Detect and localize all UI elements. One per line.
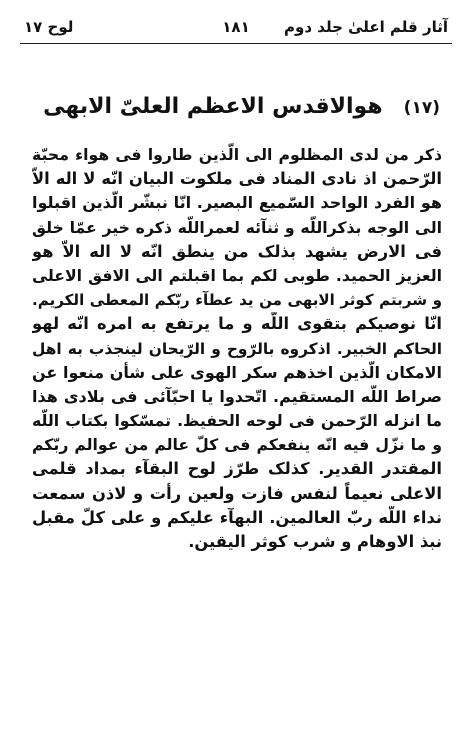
text-line: ما انزله الرّحمن فی لوحه الحفیظ. تمسّکوا بکتاب اللّه <box>32 411 442 431</box>
text-line: هو الفرد الواحد السّمیع البصیر. انّا نبشّر الّذین اقبلوا <box>32 193 442 213</box>
text-line: الحاکم الخبیر. اذکروه بالرّوح و الرّیحان لینجذب به اهل <box>32 339 442 358</box>
section-heading <box>30 94 440 128</box>
text-line: الامکان الّذین اخذهم سکر الهوی علی شأن منعوا عن <box>32 362 442 382</box>
body-text <box>32 143 442 554</box>
text-line: نداء اللّه ربّ العالمین. البهآء علیکم و علی کلّ مقبل <box>32 507 442 527</box>
text-line: و ما نزّل فیه انّه ینفعکم فی کلّ عالم من عوالم ربّکم <box>32 435 442 455</box>
text-line: صراط اللّه المستقیم. اتّحدوا یا احبّآئی فی بلادی هذا <box>32 386 442 406</box>
section-number: (۱۷) <box>403 98 440 118</box>
text-line: نبذ الاوهام و شرب کوثر الیقین. <box>188 532 442 551</box>
section-title: هوالاقدس الاعظم العلیّ الابهی <box>43 94 383 119</box>
text-line: و شربتم کوثر الابهی من ید عطآء ربّکم المعطی الکریم. <box>32 291 442 310</box>
text-line: فی الارض یشهد بذلک من ینطق انّه لا اله الاّ هو <box>32 241 442 261</box>
running-header <box>20 14 452 40</box>
text-line: المقتدر القدیر. کذلک طرّز لوح البقآء بمداد قلمی <box>32 459 442 479</box>
header-rule <box>20 43 452 44</box>
text-line: الرّحمن اذ نادی المناد فی ملکوت البیان انّه لا اله الاّ <box>32 169 442 189</box>
text-line: العزیز الحمید. طوبی لکم بما اقبلتم الی الافق الاعلی <box>32 265 442 285</box>
book-title: آثار قلم اعلیٰ جلد دوم <box>284 18 448 36</box>
text-line: الی الوجه بذکراللّه و ثنآئه لعمراللّه ذکره خیر عمّا خلق <box>32 217 442 237</box>
tablet-label: لوح ۱۷ <box>24 18 74 36</box>
text-line: انّا نوصیکم بتقوی اللّه و ما یرتفع به امره انّه لهو <box>32 314 442 334</box>
text-line: ذکر من لدی المظلوم الی الّذین طاروا فی هواء محبّة <box>32 145 442 164</box>
page-number: ۱۸۱ <box>222 18 250 36</box>
text-line: الاعلی نعیماً لنفس فازت ولعین رأت و لاذن سمعت <box>32 483 442 503</box>
